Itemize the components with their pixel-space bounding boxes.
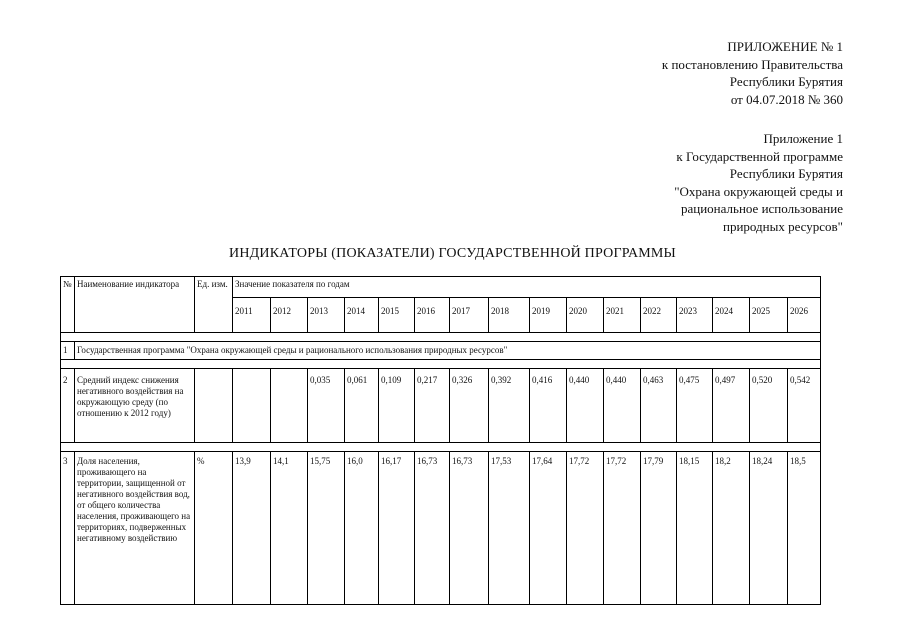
value-cell: 18,5	[788, 452, 821, 605]
value-cell: 18,24	[750, 452, 788, 605]
appendix-program-block	[674, 130, 843, 235]
value-cell: 17,53	[489, 452, 530, 605]
value-cell: 16,17	[379, 452, 415, 605]
year-header: 2019	[530, 298, 567, 333]
year-header: 2014	[345, 298, 379, 333]
row-num: 1	[61, 342, 75, 360]
appendix-program-line: "Охрана окружающей среды и	[674, 183, 843, 199]
appendix-program-line: к Государственной программе	[676, 148, 843, 164]
table-row	[61, 452, 821, 605]
table-spacer-row	[61, 360, 821, 369]
year-header: 2016	[415, 298, 450, 333]
year-header: 2025	[750, 298, 788, 333]
year-header: 2022	[641, 298, 677, 333]
table-row	[61, 369, 821, 443]
value-cell: 17,79	[641, 452, 677, 605]
value-cell: 0,440	[604, 369, 641, 443]
spacer-cell	[61, 360, 821, 369]
table-header-row	[61, 277, 821, 298]
table-spacer-row	[61, 333, 821, 342]
value-cell: 13,9	[233, 452, 271, 605]
value-cell: 14,1	[271, 452, 308, 605]
year-header: 2020	[567, 298, 604, 333]
indicators-table	[60, 276, 821, 605]
appendix-main-line: Республики Бурятия	[729, 74, 843, 89]
value-cell: 0,326	[450, 369, 489, 443]
header-num: №	[61, 277, 75, 333]
indicator-unit: %	[195, 452, 233, 605]
spacer-cell	[61, 333, 821, 342]
appendix-program-line: Приложение 1	[763, 131, 843, 146]
value-cell: 0,061	[345, 369, 379, 443]
appendix-main-line: к постановлению Правительства	[661, 56, 843, 72]
indicator-name: Средний индекс снижения негативного воздействия на окружающую среду (по отношению к 2012 году)	[75, 369, 195, 443]
year-header: 2012	[271, 298, 308, 333]
appendix-main-line: от 04.07.2018 № 360	[730, 91, 843, 107]
value-cell: 18,2	[713, 452, 750, 605]
value-cell: 0,217	[415, 369, 450, 443]
header-name: Наименование индикатора	[75, 277, 195, 333]
year-header: 2011	[233, 298, 271, 333]
value-cell: 0,497	[713, 369, 750, 443]
value-cell: 16,0	[345, 452, 379, 605]
value-cell: 0,475	[677, 369, 713, 443]
year-header: 2013	[308, 298, 345, 333]
indicator-name: Доля населения, проживающего на территории, защищенной от негативного воздействия вод, от общего количества населения, проживающего на территориях, подверженных негативному воздействию	[75, 452, 195, 605]
year-header: 2015	[379, 298, 415, 333]
row-num: 3	[61, 452, 75, 605]
value-cell: 15,75	[308, 452, 345, 605]
value-cell: 0,520	[750, 369, 788, 443]
value-cell: 17,72	[567, 452, 604, 605]
year-header: 2017	[450, 298, 489, 333]
value-cell: 16,73	[415, 452, 450, 605]
year-header: 2024	[713, 298, 750, 333]
appendix-main-block	[662, 38, 843, 108]
value-cell	[233, 369, 271, 443]
row-num: 2	[61, 369, 75, 443]
value-cell: 0,109	[379, 369, 415, 443]
year-header: 2023	[677, 298, 713, 333]
indicator-unit	[195, 369, 233, 443]
value-cell: 18,15	[677, 452, 713, 605]
appendix-program-line: рациональное использование	[681, 201, 843, 216]
appendix-program-line: Республики Бурятия	[729, 166, 843, 181]
year-header: 2026	[788, 298, 821, 333]
header-unit: Ед. изм.	[195, 277, 233, 333]
program-title: Государственная программа "Охрана окружающей среды и рационального использования природных ресурсов"	[75, 342, 821, 360]
value-cell: 0,416	[530, 369, 567, 443]
value-cell: 0,035	[308, 369, 345, 443]
document-title: ИНДИКАТОРЫ (ПОКАЗАТЕЛИ) ГОСУДАРСТВЕННОЙ ПРОГРАММЫ	[229, 246, 676, 261]
year-header: 2018	[489, 298, 530, 333]
table-spacer-row	[61, 443, 821, 452]
value-cell: 0,542	[788, 369, 821, 443]
year-header: 2021	[604, 298, 641, 333]
program-row	[61, 342, 821, 360]
appendix-program-line: природных ресурсов"	[722, 218, 843, 234]
value-cell: 16,73	[450, 452, 489, 605]
value-cell: 0,463	[641, 369, 677, 443]
value-cell	[271, 369, 308, 443]
appendix-main-line: ПРИЛОЖЕНИЕ № 1	[727, 39, 843, 54]
value-cell: 0,440	[567, 369, 604, 443]
value-cell: 0,392	[489, 369, 530, 443]
spacer-cell	[61, 443, 821, 452]
header-values: Значение показателя по годам	[233, 277, 821, 298]
value-cell: 17,64	[530, 452, 567, 605]
value-cell: 17,72	[604, 452, 641, 605]
